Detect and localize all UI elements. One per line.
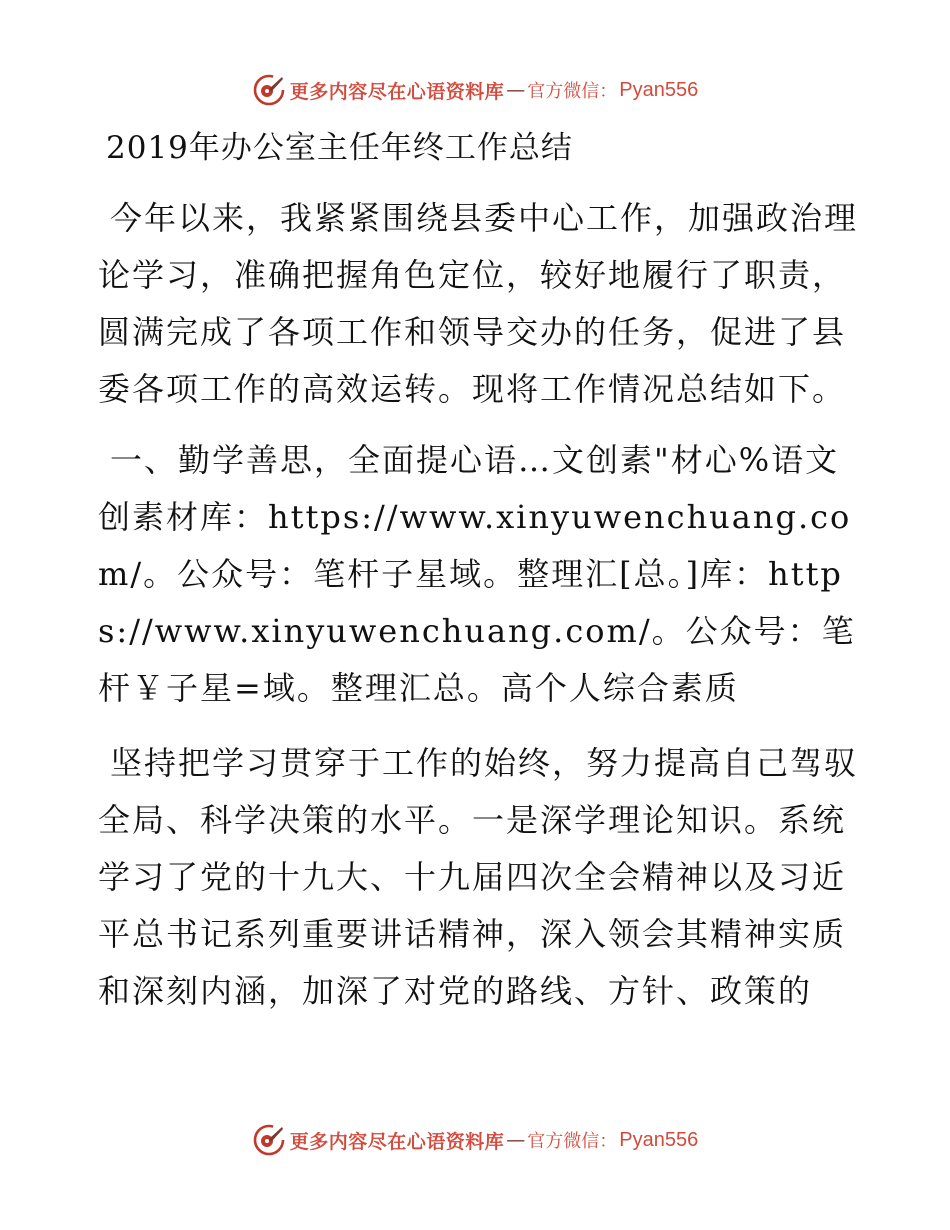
brand-logo-icon bbox=[252, 1123, 286, 1157]
footer-banner bbox=[0, 1120, 950, 1160]
banner-dash: — bbox=[506, 1129, 526, 1151]
paragraph-study: 坚持把学习贯穿于工作的始终，努力提高自己驾驭全局、科学决策的水平。一是深学理论知识。系统学习了党的十九大、十九届四次全会精神以及习近平总书记系列重要讲话精神，深入领会其精神实质和深刻内涵，加深了对党的路线、方针、政策的 bbox=[98, 744, 859, 1010]
banner-slogan: 更多内容尽在心语资料库 bbox=[289, 1130, 505, 1153]
document-title: 2019年办公室主任年终工作总结 bbox=[106, 130, 573, 166]
banner-weixin-id: Pyan556 bbox=[619, 1128, 699, 1151]
banner-weixin-label: 官方微信： bbox=[527, 81, 618, 102]
banner-slogan: 更多内容尽在心语资料库 bbox=[289, 80, 505, 103]
paragraph-intro: 今年以来，我紧紧围绕县委中心工作，加强政治理论学习，准确把握角色定位，较好地履行了职责，圆满完成了各项工作和领导交办的任务，促进了县委各项工作的高效运转。现将工作情况总结如下。 bbox=[98, 199, 859, 408]
header-banner bbox=[0, 70, 950, 110]
banner-dash: — bbox=[506, 79, 526, 101]
banner-weixin-id: Pyan556 bbox=[619, 78, 699, 101]
brand-logo-icon bbox=[252, 73, 286, 107]
paragraph-section-one: 一、勤学善思，全面提心语…文创素"材心%语文创素材库：https://www.xinyuwenchuang.com/。公众号：笔杆子星域。整理汇[总。]库：https://www.xinyuwenchuang.com/。公众号：笔杆￥子星=域。整理汇总。高个人综合素质 bbox=[98, 441, 856, 707]
banner-weixin-label: 官方微信： bbox=[527, 1131, 618, 1152]
document-body bbox=[98, 120, 858, 1020]
